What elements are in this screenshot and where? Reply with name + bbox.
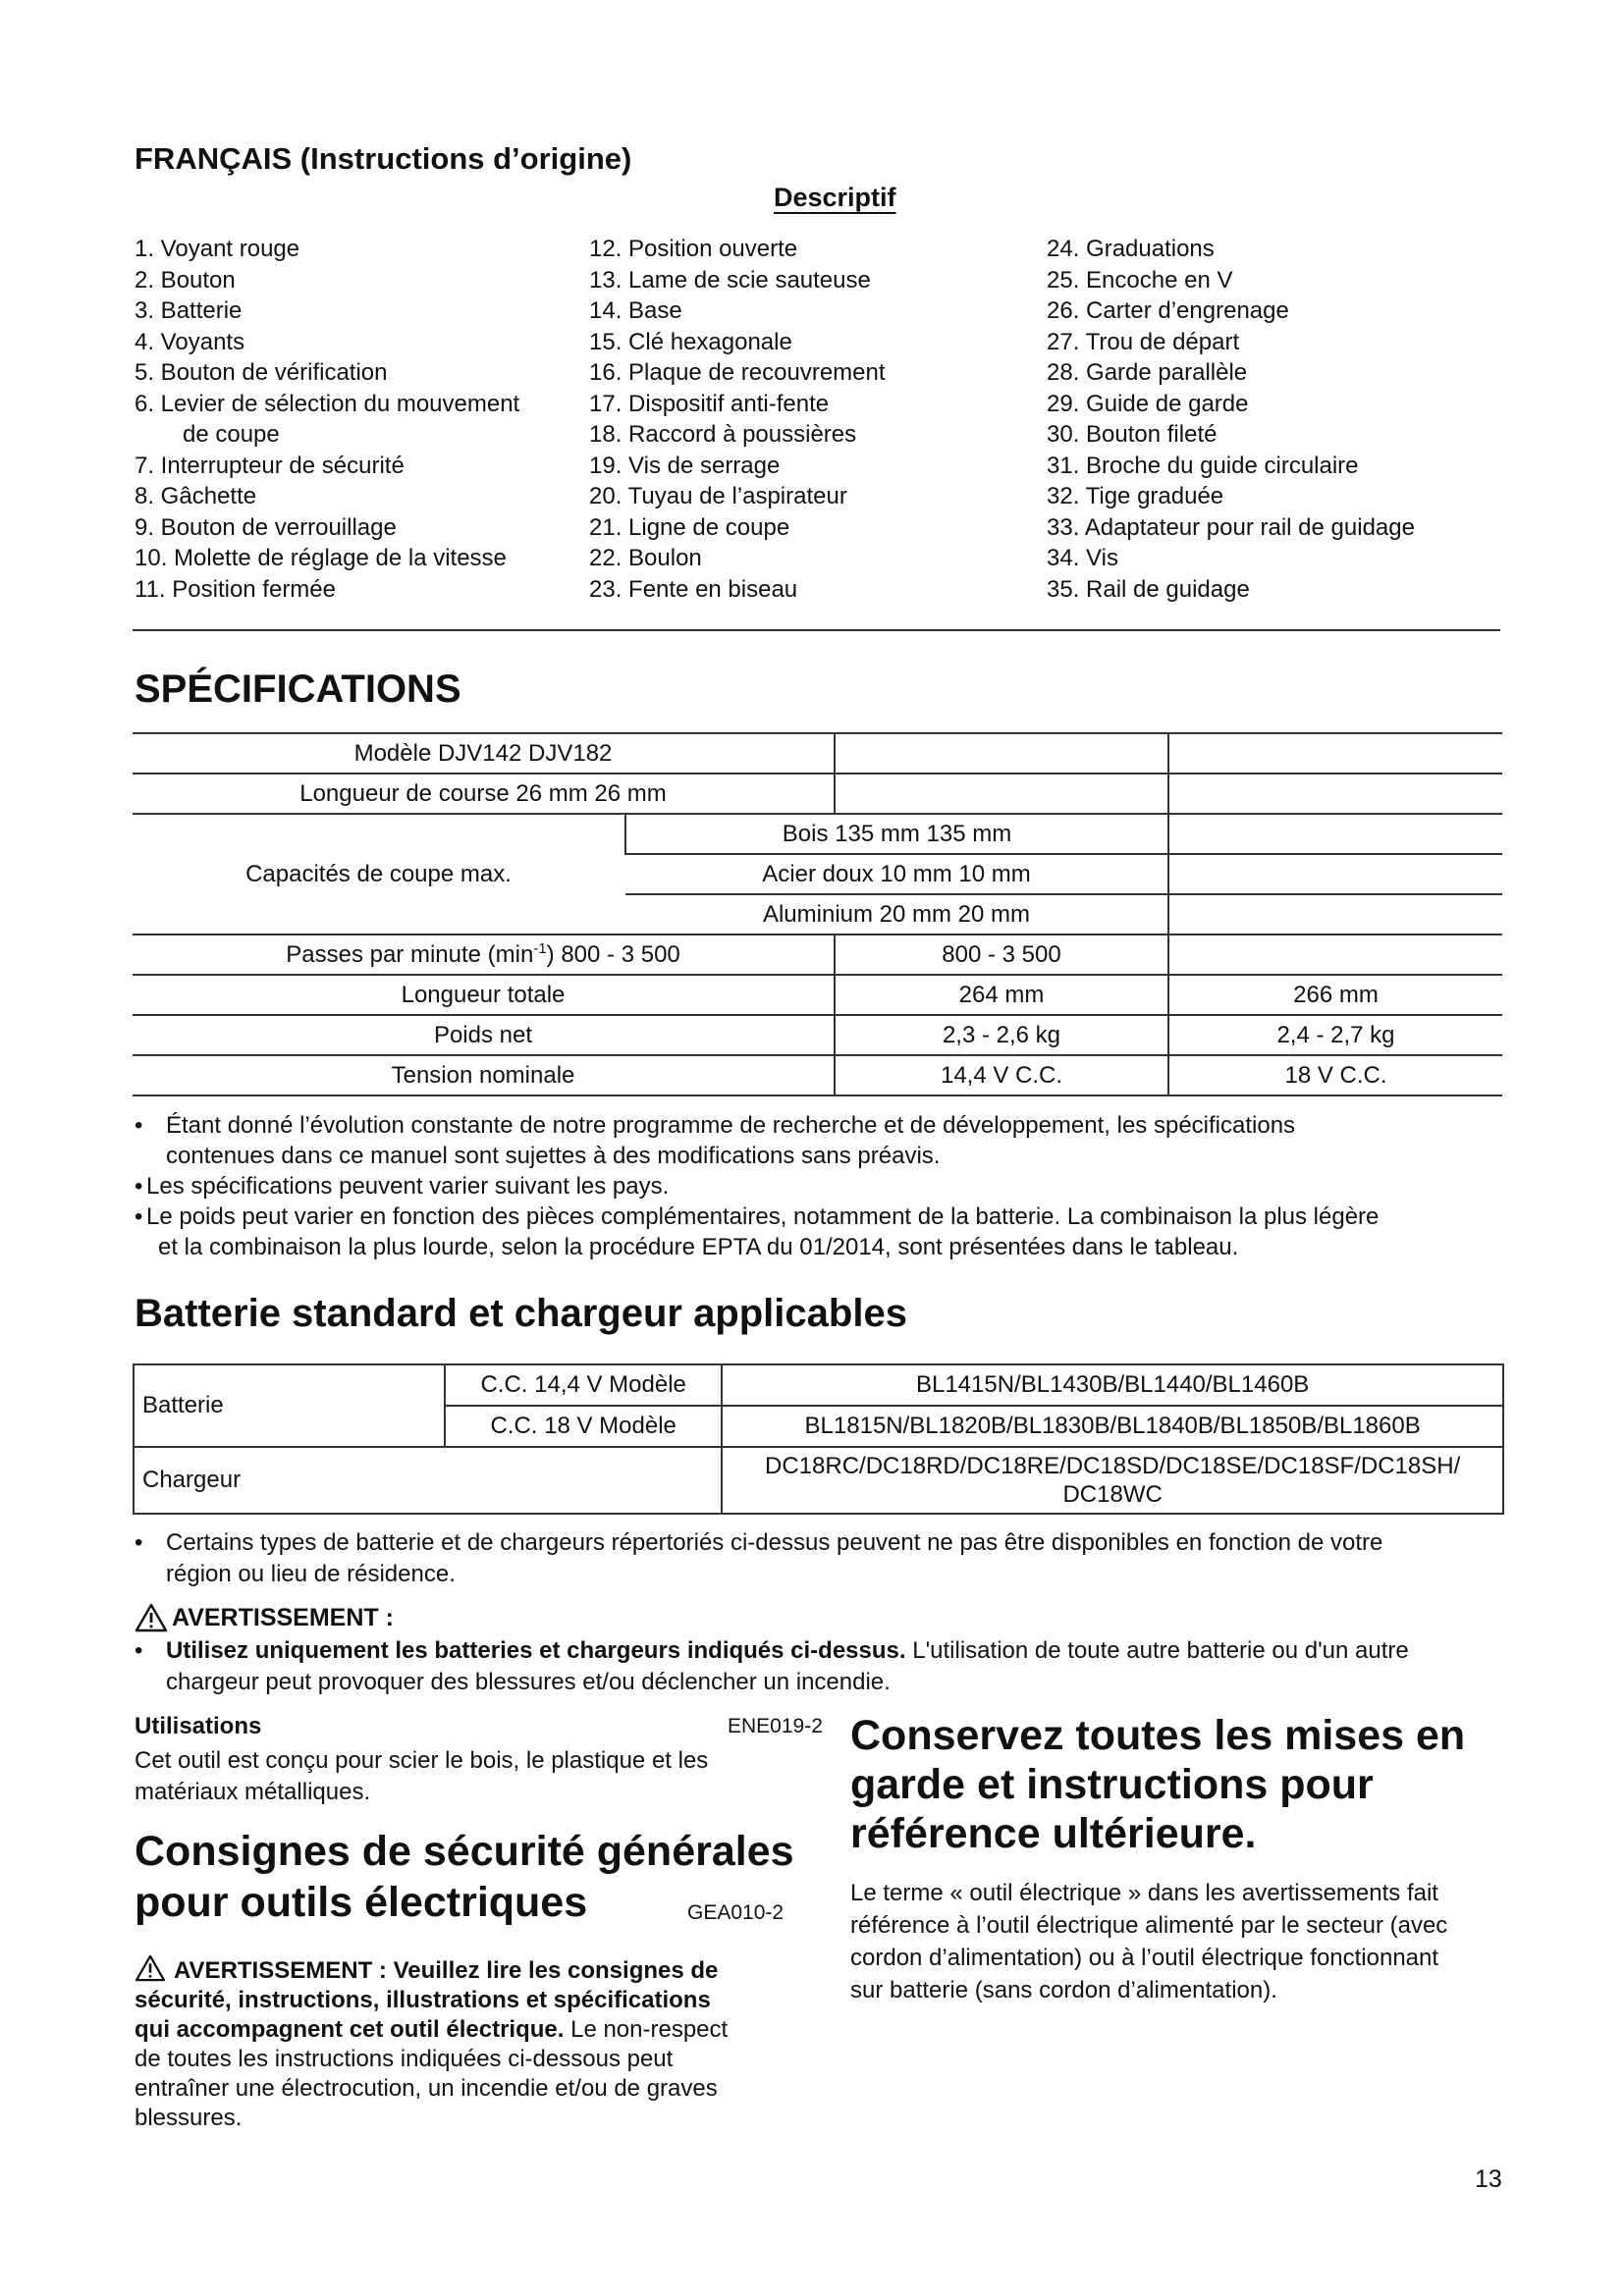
warning-triangle-icon [135,1603,168,1632]
table-cell: Bois 135 mm 135 mm [625,814,1168,854]
text-line: Le terme « outil électrique » dans les avertissements fait [850,1880,1438,1906]
table-cell: 18 V C.C. [1168,1055,1502,1095]
note-line [162,1635,1509,1667]
table-row [134,1447,1503,1514]
list-item: 14. Base [589,297,682,324]
table-cell: Tension nominale [133,1055,835,1095]
table-cell [1168,774,1502,814]
list-item: 27. Trou de départ [1047,328,1240,355]
list-item: 35. Rail de guidage [1047,575,1250,603]
list-item: 25. Encoche en V [1047,266,1233,294]
bullet: • [135,1203,143,1230]
note-line: chargeur peut provoquer des blessures et/ou déclencher un incendie. [166,1669,891,1695]
list-item: 6. Levier de sélection du mouvement [135,390,520,417]
warning-bold-text: AVERTISSEMENT : Veuillez lire les consignes de [174,1957,719,1984]
specifications-title: SPÉCIFICATIONS [135,667,461,711]
list-item: 4. Voyants [135,328,245,355]
spm-superscript: -1 [533,940,547,957]
warning-text: L'utilisation de toute autre batterie ou d'un autre [905,1637,1409,1664]
list-item: 12. Position ouverte [589,236,798,262]
title-line: référence ultérieure. [850,1810,1257,1857]
text-line [135,1986,792,2015]
table-cell: BL1815N/BL1820B/BL1830B/BL1840B/BL1850B/BL1860B [722,1406,1503,1447]
list-item: 23. Fente en biseau [589,575,798,603]
text-line: sur batterie (sans cordon d’alimentation). [850,1977,1277,2003]
table-cell: C.C. 14,4 V Modèle [445,1364,722,1406]
text-line: Cet outil est conçu pour scier le bois, le plastique et les [135,1747,709,1774]
list-item-continuation: de coupe [183,421,280,448]
battery-note [135,1527,1509,1590]
warning-text: Le non-respect [564,2016,729,2043]
spm-value: ) 800 - 3 500 [546,941,680,968]
list-item: 7. Interrupteur de sécurité [135,452,405,479]
list-item: 15. Clé hexagonale [589,328,792,355]
table-cell: Aluminium 20 mm 20 mm [625,894,1168,934]
note-item [135,1635,1509,1698]
table-cell: Batterie [134,1364,445,1447]
descriptif-column-1 [135,234,519,605]
page-number: 13 [1475,2165,1502,2193]
list-item: 28. Garde parallèle [1047,359,1248,386]
table-row [133,1055,1502,1095]
list-item: 34. Vis [1047,545,1118,571]
general-safety-warning [135,1954,792,2133]
list-item: 32. Tige graduée [1047,483,1224,509]
warning-body [135,1635,1509,1698]
list-item: 33. Adaptateur pour rail de guidage [1047,513,1415,541]
utilisations-text [135,1745,783,1808]
table-cell [1168,894,1502,934]
text-line: entraîner une électrocution, un incendie et/ou de graves [135,2075,718,2102]
table-cell: Poids net [133,1015,835,1055]
table-cell: Longueur de course 26 mm 26 mm [133,774,835,814]
note-line: Étant donné l’évolution constante de notre programme de recherche et de développement, les spécifications [166,1112,1296,1139]
battery-title: Batterie standard et chargeur applicables [135,1292,907,1335]
note-line: Le poids peut varier en fonction des pièces complémentaires, notamment de la batterie. La combinaison la plus légère [146,1203,1380,1230]
text-line [135,2015,792,2045]
descriptif-column-2 [589,234,886,605]
table-cell [1168,934,1502,975]
table-row [133,934,1502,975]
warning-triangle-icon [135,1954,166,1982]
table-cell: Capacités de coupe max. [133,814,625,934]
text-line: blessures. [135,2105,243,2131]
text-line: référence à l’outil électrique alimenté par le secteur (avec [850,1912,1448,1939]
table-cell [835,733,1168,774]
table-cell [1168,733,1502,774]
warning-bold-text: sécurité, instructions, illustrations et spécifications [135,1987,711,2013]
title-line: Conservez toutes les mises en [850,1712,1466,1759]
utilisations-code: ENE019-2 [728,1715,823,1737]
note-item [135,1201,1509,1262]
list-item: 2. Bouton [135,266,236,294]
list-item: 8. Gâchette [135,483,257,509]
page-title: FRANÇAIS (Instructions d’origine) [135,141,632,176]
list-item: 5. Bouton de vérification [135,359,388,386]
table-row [133,774,1502,814]
list-item: 17. Dispositif anti-fente [589,390,830,417]
table-cell: 2,3 - 2,6 kg [835,1015,1168,1055]
list-item: 21. Ligne de coupe [589,513,790,541]
table-cell: 800 - 3 500 [835,934,1168,975]
table-cell: Chargeur [134,1447,722,1514]
list-item: 10. Molette de réglage de la vitesse [135,545,507,571]
note-line: Les spécifications peuvent varier suivant les pays. [146,1173,670,1200]
list-item: 31. Broche du guide circulaire [1047,452,1359,479]
note-line: région ou lieu de résidence. [166,1561,456,1587]
text-line: de toutes les instructions indiquées ci-dessous peut [135,2046,674,2072]
table-cell: Longueur totale [133,975,835,1015]
warning-heading-text: AVERTISSEMENT : [172,1603,394,1631]
list-item: 19. Vis de serrage [589,452,781,479]
note-item [135,1527,1509,1590]
table-row [134,1364,1503,1406]
table-cell: Acier doux 10 mm 10 mm [625,854,1168,894]
list-item: 11. Position fermée [135,575,336,603]
title-line: pour outils électriques [135,1879,588,1926]
warning-bold-text: Utilisez uniquement les batteries et chargeurs indiqués ci-dessus. [166,1637,906,1664]
list-item: 24. Graduations [1047,236,1215,262]
bullet: • [135,1173,143,1200]
spm-label: Passes par minute (min [286,941,534,968]
list-item: 3. Batterie [135,297,243,324]
table-cell [1168,854,1502,894]
bullet: • [135,1112,143,1139]
general-safety-code: GEA010-2 [687,1901,785,1924]
table-row [133,814,1502,854]
list-item: 13. Lame de scie sauteuse [589,266,871,294]
table-row [133,733,1502,774]
charger-line: DC18WC [1062,1481,1163,1508]
utilisations-heading: Utilisations [135,1713,262,1739]
charger-line: DC18RC/DC18RD/DC18RE/DC18SD/DC18SE/DC18SF/DC18SH/ [765,1453,1461,1479]
note-line: contenues dans ce manuel sont sujettes à des modifications sans préavis. [166,1143,941,1169]
table-cell [133,934,835,975]
table-cell: C.C. 18 V Modèle [445,1406,722,1447]
list-item: 26. Carter d’engrenage [1047,297,1289,324]
list-item: 18. Raccord à poussières [589,421,857,448]
keep-instructions-text [850,1877,1508,2006]
table-cell: 14,4 V C.C. [835,1055,1168,1095]
note-item [135,1171,1509,1201]
list-item: 30. Bouton fileté [1047,421,1218,448]
descriptif-column-3 [1047,234,1415,605]
list-item: 16. Plaque de recouvrement [589,359,886,386]
text-line [135,1954,792,1986]
section-divider [133,629,1500,631]
list-item: 20. Tuyau de l’aspirateur [589,483,847,509]
warning-heading [135,1603,394,1632]
list-item: 9. Bouton de verrouillage [135,513,397,541]
table-cell [1168,814,1502,854]
table-cell [835,774,1168,814]
table-cell: 2,4 - 2,7 kg [1168,1015,1502,1055]
table-cell: 266 mm [1168,975,1502,1015]
table-cell [722,1447,1503,1514]
title-line: Consignes de sécurité générales [135,1828,794,1875]
text-line: cordon d’alimentation) ou à l’outil électrique fonctionnant [850,1945,1439,1971]
specifications-table [133,732,1502,1096]
text-line: matériaux métalliques. [135,1779,371,1805]
title-line: garde et instructions pour [850,1761,1374,1808]
table-row [133,975,1502,1015]
battery-table [133,1363,1504,1515]
list-item: 1. Voyant rouge [135,236,300,262]
list-item: 22. Boulon [589,545,702,571]
bullet: • [135,1637,143,1664]
note-line: Certains types de batterie et de chargeurs répertoriés ci-dessus peuvent ne pas être disponibles en fonction de votre [166,1529,1383,1556]
table-row [133,1015,1502,1055]
bullet: • [135,1529,143,1556]
warning-bold-text: qui accompagnent cet outil électrique. [135,2016,565,2043]
table-cell: 264 mm [835,975,1168,1015]
table-cell: Modèle DJV142 DJV182 [133,733,835,774]
keep-instructions-title [850,1711,1465,1858]
list-item: 29. Guide de garde [1047,390,1249,417]
specification-notes [135,1110,1509,1262]
descriptif-heading: Descriptif [774,183,896,212]
table-cell: BL1415N/BL1430B/BL1440/BL1460B [722,1364,1503,1406]
note-line: et la combinaison la plus lourde, selon la procédure EPTA du 01/2014, sont présentées dans le tableau. [158,1234,1239,1260]
note-item [135,1110,1509,1171]
